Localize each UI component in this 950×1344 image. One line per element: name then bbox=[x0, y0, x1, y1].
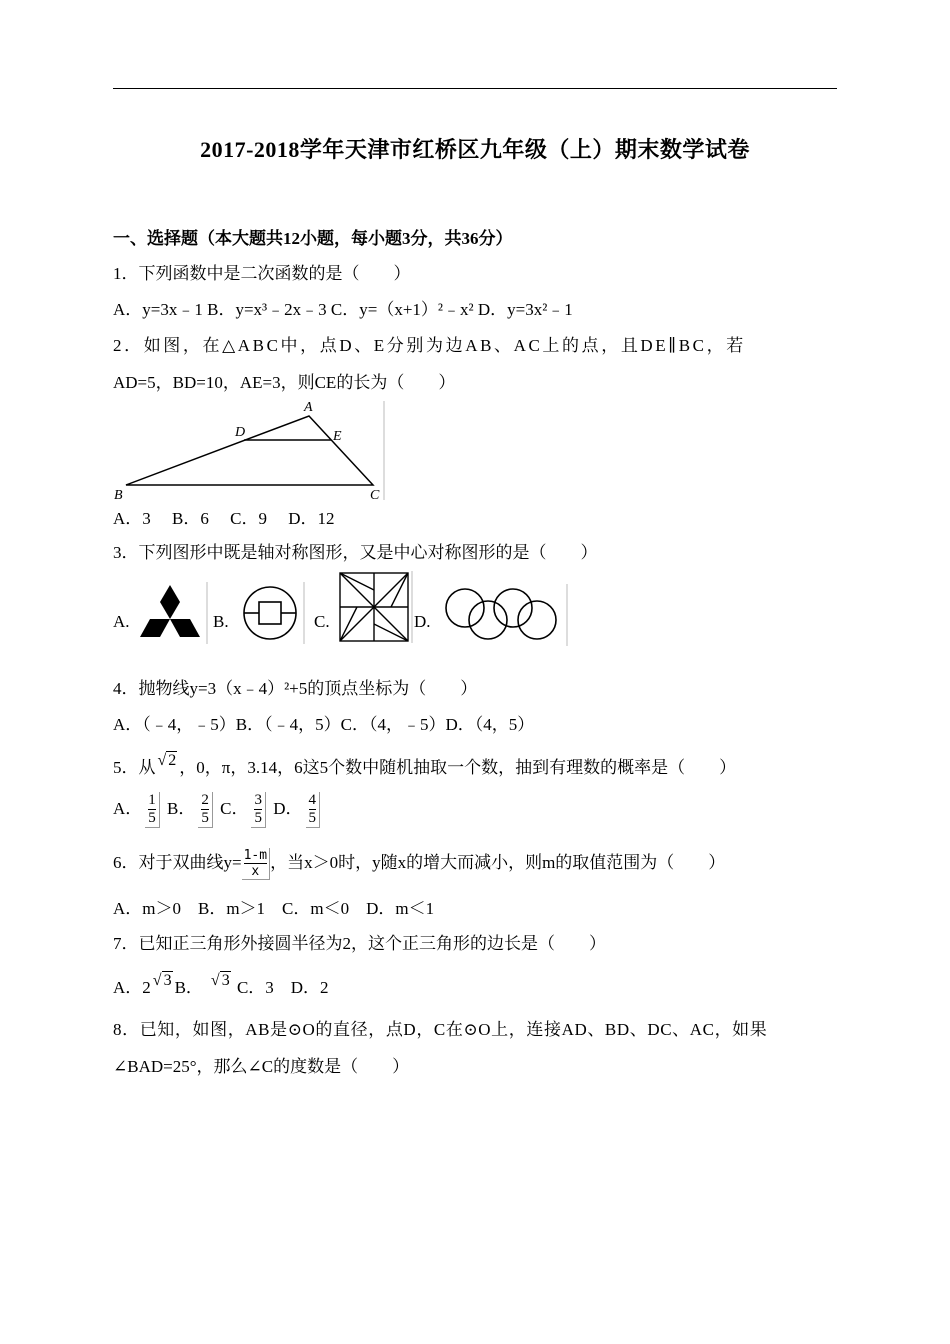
q1-options: A．y=3x﹣1 B．y=x³﹣2x﹣3 C．y=（x+1）²﹣x² D．y=3x²﹣1 bbox=[113, 300, 573, 319]
ring-2 bbox=[469, 601, 507, 639]
header-rule bbox=[113, 88, 837, 89]
hyperbola-fraction bbox=[242, 848, 270, 880]
q3-label-d: D. bbox=[414, 612, 431, 631]
pinwheel-figure bbox=[335, 571, 413, 643]
radicand: 2 bbox=[168, 752, 177, 769]
sqrt-2: √ 2 bbox=[157, 752, 177, 769]
q2-options: A．3 B．6 C．9 D．12 bbox=[113, 509, 335, 528]
q7-opt-b: B． bbox=[174, 978, 203, 997]
fraction-b bbox=[198, 792, 213, 828]
q6-stem-post: ，当x＞0时，y随x的增大而减小，则m的取值范围为（ ） bbox=[270, 853, 726, 872]
q4-stem: 4．抛物线y=3（x﹣4）²+5的顶点坐标为（ ） bbox=[113, 679, 478, 698]
q7-opt-a: A．2 bbox=[113, 978, 151, 997]
frac-den: 5 bbox=[201, 810, 209, 826]
q3-label-a: A. bbox=[113, 612, 130, 631]
q5-opt-d-label: D． bbox=[273, 798, 303, 818]
radicand: 3 bbox=[163, 972, 172, 989]
q6-options: A．m＞0 B．m＞1 C．m＜0 D．m＜1 bbox=[113, 899, 435, 918]
q5-stem-post: ，0，π，3.14，6这5个数中随机抽取一个数，抽到有理数的概率是（ ） bbox=[179, 758, 737, 777]
frac-num: 2 bbox=[201, 792, 209, 808]
q3-label-b: B. bbox=[213, 612, 229, 631]
q5-stem-pre: 5．从 bbox=[113, 758, 156, 777]
label-c: C bbox=[370, 488, 380, 502]
q5-opt-a-label: A． bbox=[113, 798, 143, 818]
label-e: E bbox=[333, 429, 342, 444]
frac-den: 5 bbox=[148, 810, 156, 826]
coin-square bbox=[259, 602, 281, 624]
label-d: D bbox=[235, 425, 246, 440]
q8-stem-text: 8．已知，如图，AB是⊙O的直径，点D，C在⊙O上，连接AD、BD、DC、AC，如果 bbox=[113, 1020, 768, 1039]
frac-num: 3 bbox=[254, 792, 262, 808]
label-b: B bbox=[114, 488, 123, 502]
frac-num: 1 bbox=[148, 792, 156, 808]
frac-den: x bbox=[251, 864, 260, 880]
ring-3 bbox=[494, 589, 532, 627]
frac-num: 4 bbox=[308, 792, 316, 808]
frac-den: 5 bbox=[308, 810, 316, 826]
q3-stem: 3．下列图形中既是轴对称图形，又是中心对称图形的是（ ） bbox=[113, 543, 598, 562]
fraction-d bbox=[306, 792, 321, 828]
q8-stem-line2: ∠BAD=25°，那么∠C的度数是（ ） bbox=[113, 1057, 410, 1076]
coin-figure bbox=[240, 582, 305, 644]
q2-stem-line1 bbox=[113, 331, 837, 356]
section-heading: 一、选择题（本大题共12小题，每小题3分，共36分） bbox=[113, 229, 513, 248]
q5-options bbox=[113, 792, 323, 828]
q5-stem bbox=[113, 752, 736, 778]
ring-4 bbox=[518, 601, 556, 639]
q6-stem-pre: 6．对于双曲线y= bbox=[113, 853, 242, 872]
q3-label-c: C. bbox=[314, 612, 330, 631]
sqrt-3-b: √ 3 bbox=[210, 972, 230, 989]
sqrt-3-a: √ 3 bbox=[152, 972, 172, 989]
frac-num: 1-m bbox=[243, 848, 268, 864]
q4-options: A．（﹣4，﹣5）B．（﹣4，5）C．（4，﹣5）D．（4，5） bbox=[113, 715, 535, 734]
radicand: 3 bbox=[221, 972, 230, 989]
frac-den: 5 bbox=[254, 810, 262, 826]
label-a: A bbox=[304, 400, 313, 415]
q5-opt-c-label: C． bbox=[220, 798, 249, 818]
q6-stem bbox=[113, 848, 725, 880]
q2-stem-line2: AD=5，BD=10，AE=3，则CE的长为（ ） bbox=[113, 373, 456, 392]
q8-stem-line1 bbox=[113, 1015, 837, 1040]
diamond-top bbox=[160, 585, 180, 619]
mitsubishi-figure bbox=[136, 582, 208, 644]
diamond-right bbox=[170, 619, 200, 637]
triangle-abc bbox=[126, 416, 373, 485]
q2-stem-text: 2．如图，在△ABC中，点D、E分别为边AB、AC上的点，且DE∥BC，若 bbox=[113, 336, 746, 355]
ring-1 bbox=[446, 589, 484, 627]
q7-options bbox=[113, 972, 329, 998]
q5-opt-b-label: B． bbox=[167, 798, 196, 818]
page-title: 2017-2018学年天津市红桥区九年级（上）期末数学试卷 bbox=[200, 137, 750, 162]
fraction-a bbox=[145, 792, 160, 828]
diamond-left bbox=[140, 619, 170, 637]
triangle-figure bbox=[112, 398, 387, 502]
q7-stem: 7．已知正三角形外接圆半径为2，这个正三角形的边长是（ ） bbox=[113, 934, 606, 953]
q7-opt-rest: C．3 D．2 bbox=[236, 978, 329, 997]
q1-stem: 1．下列函数中是二次函数的是（ ） bbox=[113, 264, 411, 283]
fraction-c bbox=[251, 792, 266, 828]
olympic-rings-figure bbox=[440, 584, 568, 646]
pinwheel-lines bbox=[340, 573, 408, 641]
